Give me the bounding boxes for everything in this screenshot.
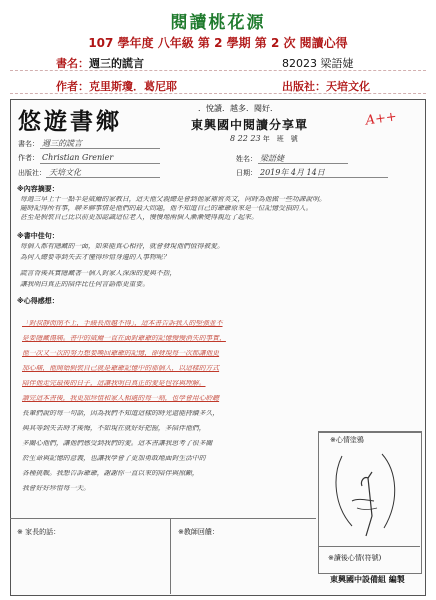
footer-credit: 東興國中設備組 編製: [330, 575, 405, 584]
rating-divider: [318, 546, 420, 547]
summary-line: 甚至是假裝自己比以前更加認識這位老人，慢慢地兩個人漸漸變得親近了起來。: [20, 214, 258, 221]
field-book-label: 書名：: [18, 140, 39, 148]
field-publisher-label: 出版社：: [18, 169, 46, 177]
mood-doodle-label: ※心情塗鴉: [330, 436, 364, 444]
author-label: 作者：: [56, 80, 89, 93]
page-title: 閱讀桃花源: [170, 13, 266, 33]
summary-line: 隨時記得所有事，聊多聊事情是他們的最大問題，他不知道自己的爺爺原來是一位記憶受損的人。: [20, 205, 313, 212]
feeling-line: 讀完這本書後，我更加珍惜和家人相處的每一刻，也學會用心聆聽: [22, 395, 220, 402]
underline: [258, 163, 348, 164]
parent-comment-label: ※ 家長的話：: [17, 528, 61, 536]
mood-doodle-drawing: [322, 446, 418, 542]
book-label: 書名：: [56, 57, 89, 70]
publisher-meta: [282, 78, 370, 94]
field-date-label: 日期：: [236, 169, 257, 177]
feeling-line: 「對叔靜而閉不上，手緩長而越不得」，這本書告訴我人的堅強並不: [22, 320, 223, 327]
author-value: 克里斯瓊．葛尼耶: [89, 80, 177, 93]
field-author: [18, 153, 113, 163]
field-date-value: 2019年 4月 14日: [260, 168, 325, 177]
publisher-value: 天培文化: [326, 80, 370, 93]
field-publisher-value: 天培文化: [49, 168, 81, 177]
field-name-label: 姓名：: [236, 155, 257, 163]
feeling-line: 是要隱藏傷痛。書中的威爾一直在面對爺爺的記憶慢慢消失的事實，: [22, 335, 226, 342]
field-book-value: 週三的謊言: [42, 139, 82, 148]
student-code: 82023 梁語婕: [282, 57, 354, 70]
feeling-label: ※心得感想：: [17, 297, 59, 305]
summary-label: ※內容摘要：: [17, 185, 59, 193]
grade-field: [230, 134, 298, 144]
feeling-line: 於生命與記憶的意義，也讓我學會了更加勇敢地面對生活中的: [22, 455, 206, 462]
quote-line: 每個人都有隱藏的一面，如果能真心相待，就會發現他們值得被愛。: [20, 243, 224, 250]
feeling-line: 與其等到失去時才後悔，不如現在就好好把握，多陪伴他們，: [22, 425, 206, 432]
field-name-value: 梁語婕: [260, 154, 284, 163]
feeling-line: 我會好好珍惜每一天。: [22, 485, 90, 492]
field-author-value: Christian Grenier: [42, 153, 114, 162]
underline: [258, 177, 388, 178]
feeling-line: 各種挑戰。我想告訴爺爺，謝謝你一直以來的陪伴與照顧，: [22, 470, 199, 477]
author-meta: [56, 78, 177, 94]
divider: [10, 70, 426, 71]
grade-label: 年 班 號: [262, 135, 298, 143]
divider: [10, 93, 426, 94]
page-subtitle: 107 學年度 八年級 第 2 學期 第 2 次 閱讀心得: [88, 36, 348, 50]
slogan: ．悅讀．越多．閱好．: [198, 104, 278, 113]
quote-line: 讓我明白真正的陪伴比任何言語都更重要。: [20, 281, 150, 288]
feeling-line: 長輩們說的每一句話，因為我們不知道這樣的時光還能持續多久，: [22, 410, 220, 417]
underline: [40, 163, 160, 164]
grade-value: 8 22 23: [230, 134, 261, 143]
comment-divider-vertical: [170, 518, 171, 594]
teacher-feedback-label: ※教師回饋：: [178, 528, 219, 536]
underline: [46, 177, 160, 178]
feeling-line: 陪伴他走完最後的日子，這讓我明白真正的愛是包容與理解。: [22, 380, 206, 387]
underline: [40, 148, 160, 149]
feeling-line: 加心痛，他開始假裝自己就是爺爺記憶中的那個人，以這樣的方式: [22, 365, 220, 372]
publisher-label: 出版社：: [282, 80, 326, 93]
comment-divider: [10, 518, 316, 519]
feeling-line: 多關心他們，讓他們感受到我們的愛。這本書讓我思考了很多關: [22, 440, 213, 447]
book-meta: [56, 55, 144, 71]
quotes-label: ※書中佳句：: [17, 232, 59, 240]
book-value: 週三的謊言: [89, 57, 144, 70]
summary-line: 每週三早上十一點半是威爾的家教日，這天他父親總是會到他家補習英文，同時為他做一些功課說明。: [20, 196, 326, 203]
logo-text: 悠遊書鄉: [18, 108, 122, 135]
rating-label: ※讀後心情(符號): [328, 554, 382, 562]
score-mark: A++: [364, 109, 398, 129]
quote-line: 謊言背後其實隱藏著一個人對家人深深的愛與不捨，: [20, 270, 177, 277]
feeling-line: 他一次又一次的努力想要喚回爺爺的記憶，卻發現每一次都讓他更: [22, 350, 220, 357]
field-author-label: 作者：: [18, 154, 39, 162]
quote-line: 為何人總要等到失去才懂得珍惜身邊的人事物呢？: [20, 254, 170, 261]
worksheet-title: 東興國中閱讀分享單: [191, 118, 309, 132]
